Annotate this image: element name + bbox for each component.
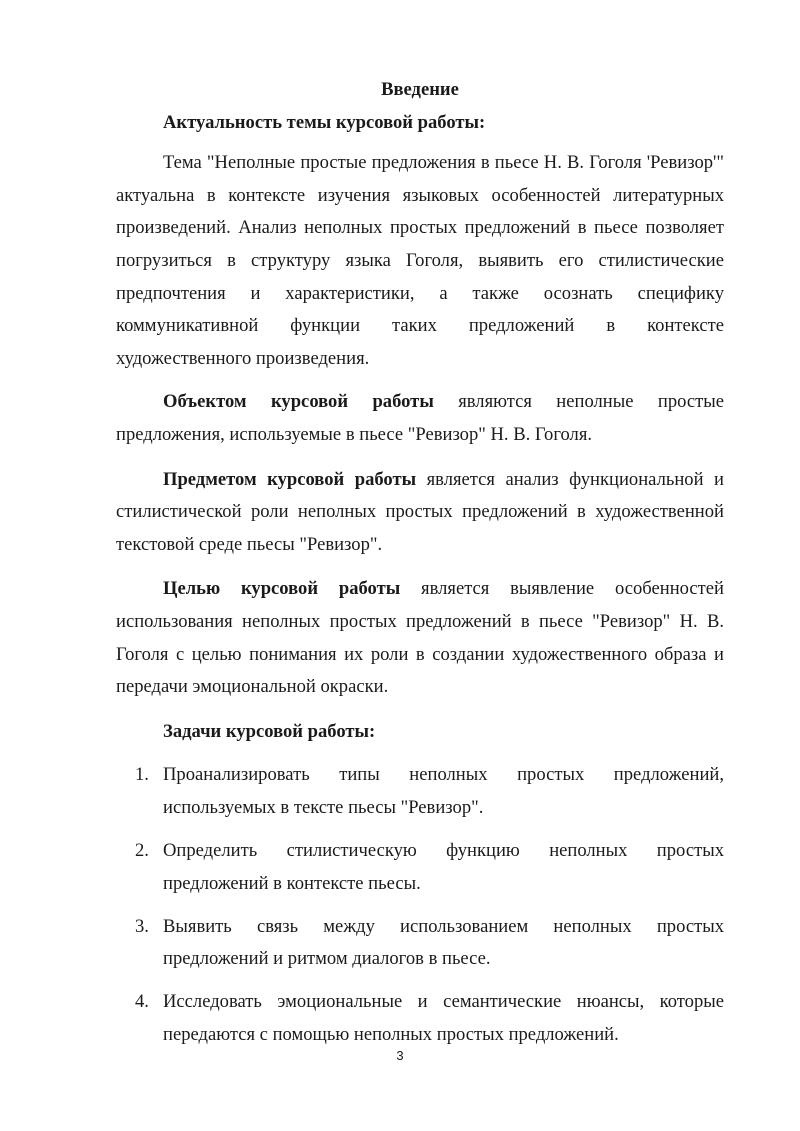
object-text: являются неполные простые предложения, используемые в пьесе "Ревизор" Н. В. Гоголя.	[116, 391, 724, 445]
task-number: 2.	[135, 839, 149, 861]
list-item	[116, 759, 724, 824]
document-page	[116, 74, 724, 1062]
tasks-heading: Задачи курсовой работы:	[163, 720, 376, 742]
task-text: Исследовать эмоциональные и семантические нюансы, которые передаются с помощью неполных простых предложений.	[163, 991, 724, 1045]
tasks-list	[116, 759, 724, 1051]
task-number: 4.	[135, 991, 149, 1013]
page-number: 3	[396, 1048, 404, 1063]
goal-label: Целью курсовой работы	[163, 578, 401, 600]
relevance-heading: Актуальность темы курсовой работы:	[163, 111, 486, 133]
task-number: 1.	[135, 764, 149, 786]
subject-text: является анализ функциональной и стилистической роли неполных простых предложений в художественной текстовой среде пьесы "Ревизор".	[116, 468, 724, 555]
object-paragraph	[116, 386, 724, 451]
subject-label: Предметом курсовой работы	[163, 468, 417, 490]
list-item	[116, 911, 724, 976]
subject-paragraph	[116, 464, 724, 562]
list-item	[116, 835, 724, 900]
goal-paragraph	[116, 573, 724, 703]
object-label: Объектом курсовой работы	[163, 391, 434, 413]
task-text: Определить стилистическую функцию неполных простых предложений в контексте пьесы.	[163, 839, 724, 894]
list-item	[116, 986, 724, 1051]
task-text: Проанализировать типы неполных простых предложений, используемых в тексте пьесы "Ревизор".	[163, 764, 724, 818]
task-text: Выявить связь между использованием неполных простых предложений и ритмом диалогов в пьесе.	[163, 915, 724, 970]
task-number: 3.	[135, 915, 149, 937]
page-title: Введение	[381, 79, 459, 100]
relevance-paragraph: Тема "Неполные простые предложения в пьесе Н. В. Гоголя 'Ревизор'" актуальна в контексте изучения языковых особенностей литературных произведений. Анализ неполных простых предложений в пьесе позволяет погрузиться в структуру языка Гоголя, выявить его стилистические предпочтения и характеристики, а также осознать специфику коммуникативной функции таких предложений в контексте художественного произведения.	[116, 152, 724, 369]
goal-text: является выявление особенностей использования неполных простых предложений в пьесе "Ревизор" Н. В. Гоголя с целью понимания их роли в создании художественного образа и передачи эмоциональной окраски.	[116, 578, 724, 698]
